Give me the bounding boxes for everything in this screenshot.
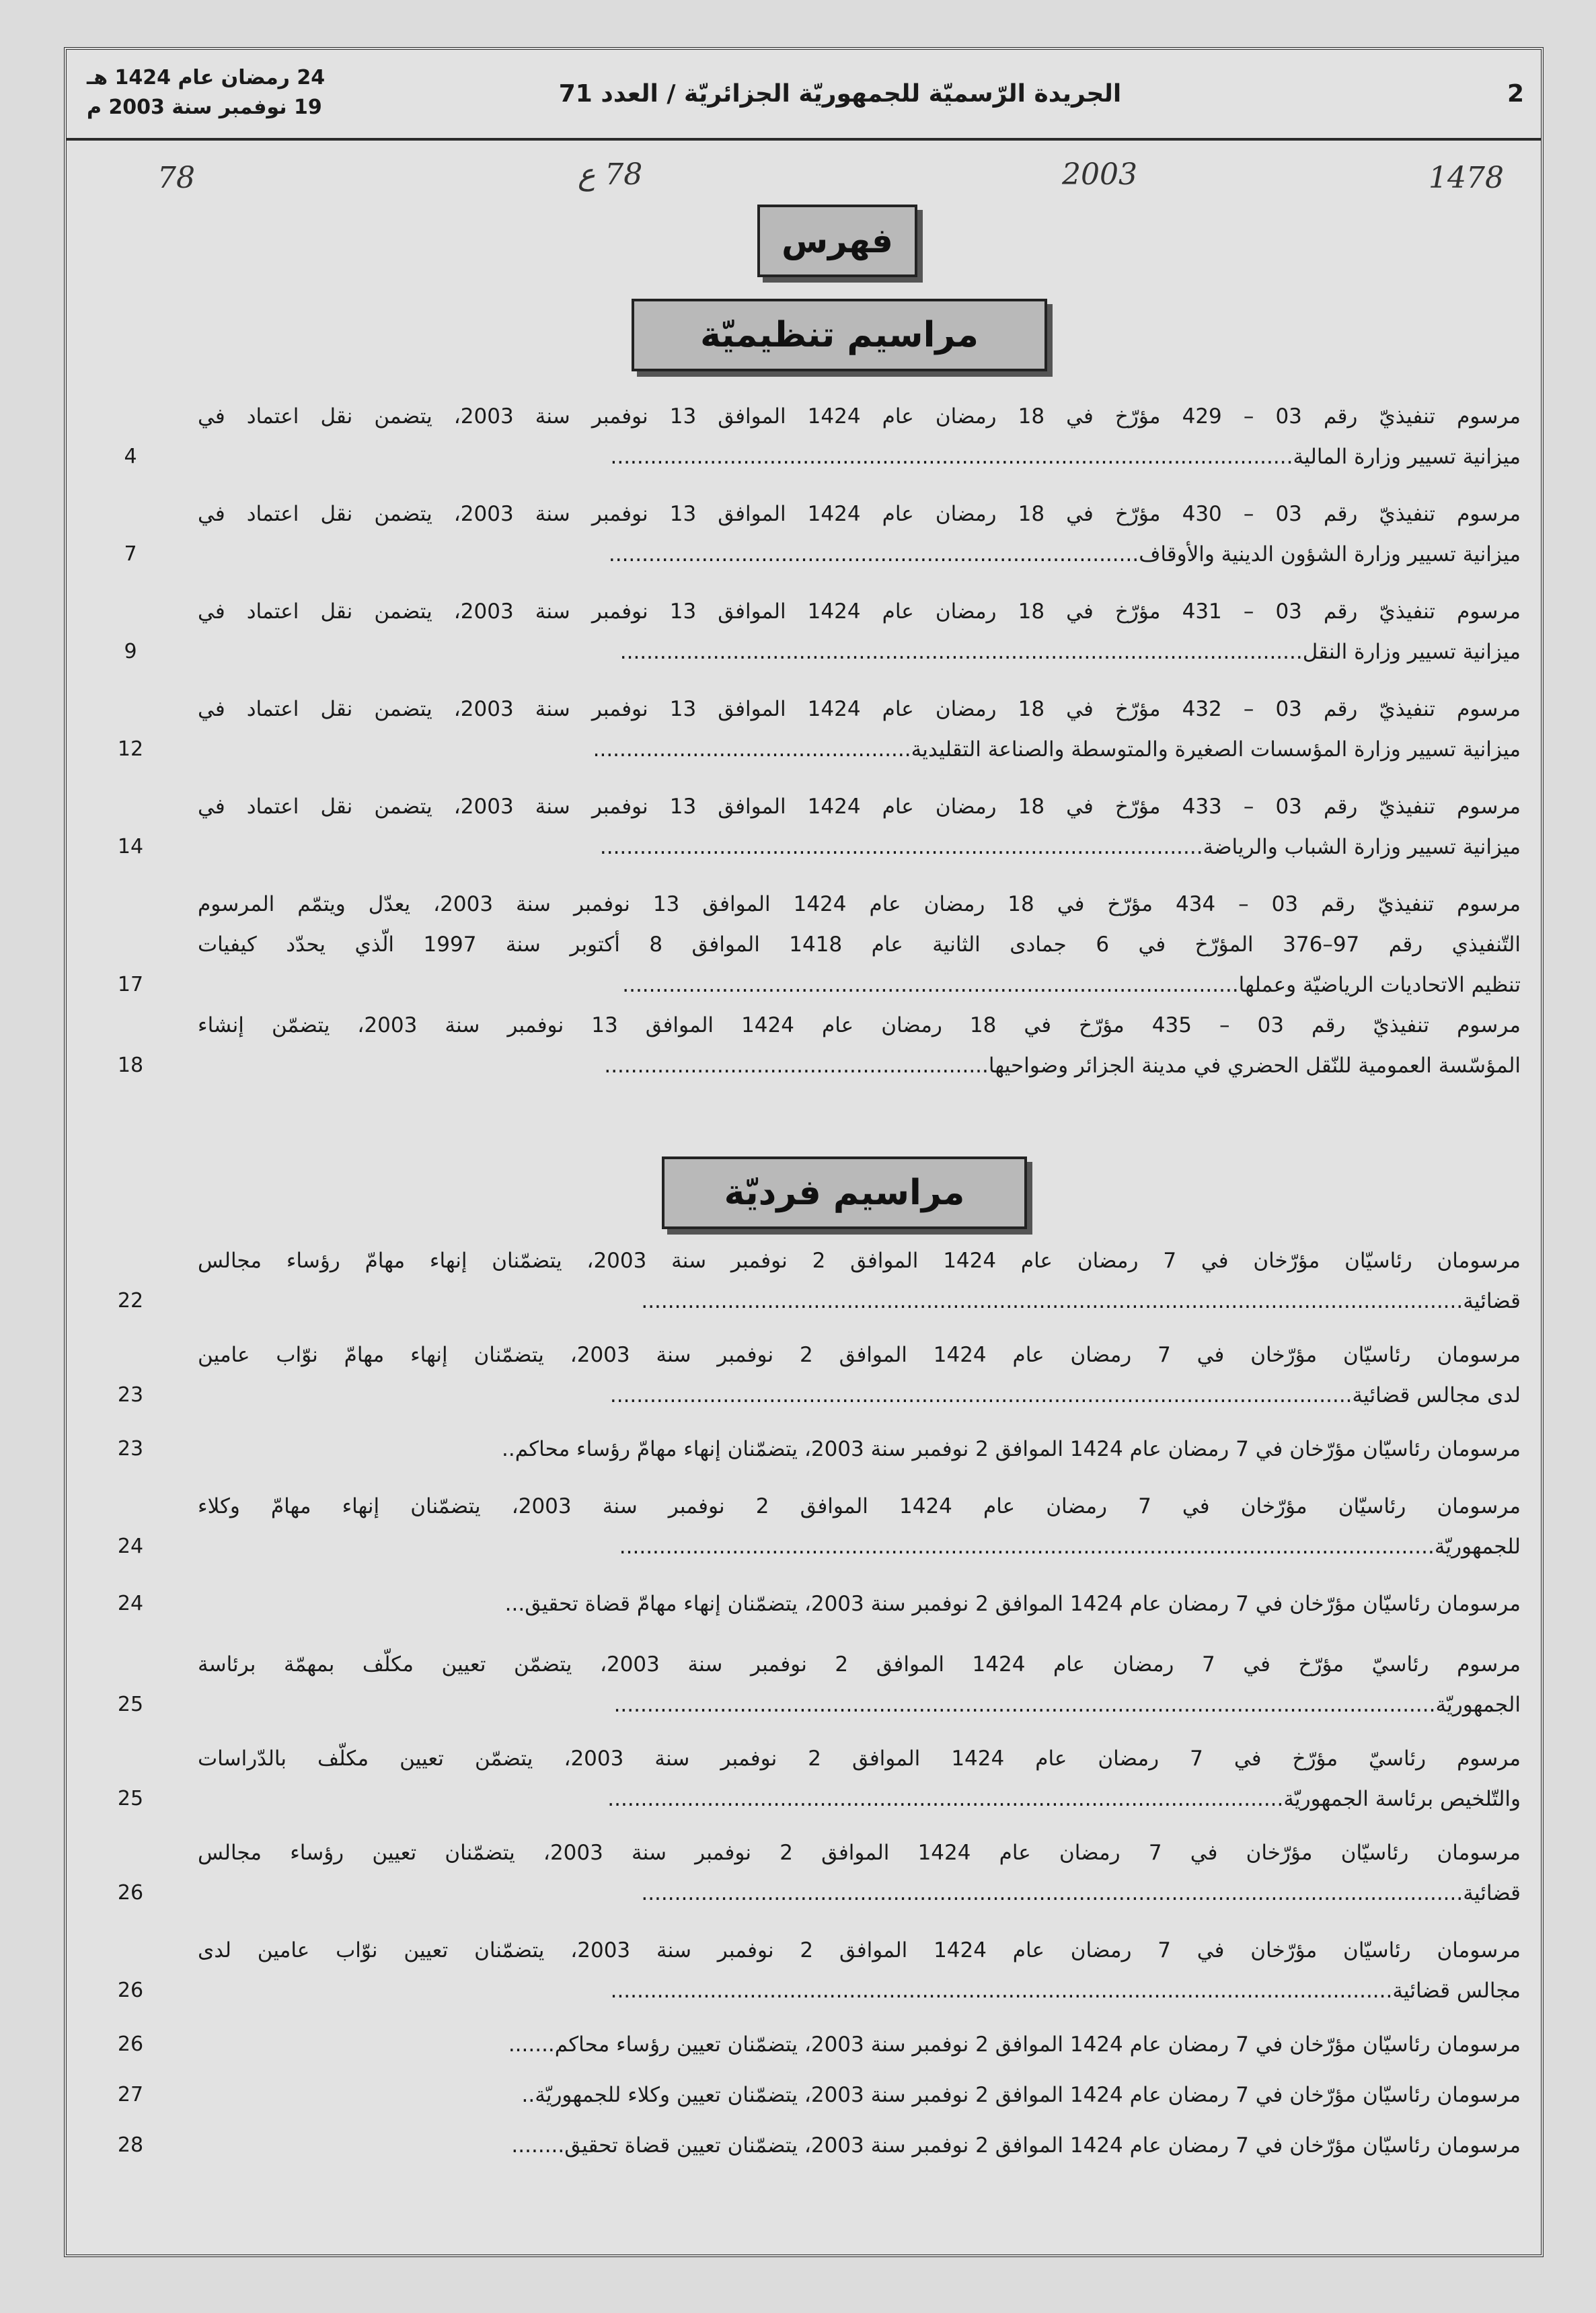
toc-entry[interactable]: [117, 1584, 1521, 1624]
toc-entry-line: مرسومان رئاسيّان مؤرّخان في 7 رمضان عام 1424 الموافق 2 نوفمبر سنة 2003، يتضمّنان تعيين قضاة تحقيق........: [511, 2133, 1521, 2158]
toc-entry[interactable]: [124, 494, 1521, 575]
toc-entry-line: للجمهوريّة...........................................................................................................................: [619, 1535, 1521, 1559]
toc-entry-page-number: 18: [117, 1054, 144, 1077]
toc-entry-line: مرسوم رئاسيّ مؤرّخ في 7 رمضان عام 1424 الموافق 2 نوفمبر سنة 2003، يتضمّن تعيين مكلّف بمهمّة برئاسة: [198, 1652, 1521, 1677]
toc-entry-page-number: 22: [117, 1289, 144, 1313]
toc-entry-page-number: 25: [117, 1787, 144, 1810]
toc-entry-line: مرسومان رئاسيّان مؤرّخان في 7 رمضان عام 1424 الموافق 2 نوفمبر سنة 2003، يتضمّنان إنهاء مهامّ رؤساء محاكم..: [502, 1437, 1521, 1461]
toc-entry-line: مرسومان رئاسيّان مؤرّخان في 7 رمضان عام 1424 الموافق 2 نوفمبر سنة 2003، يتضمّنان إنهاء مهامّ وكلاء: [198, 1494, 1521, 1518]
handwritten-note-2: 2003: [1062, 157, 1137, 192]
toc-entry[interactable]: [124, 396, 1521, 477]
toc-entry-page-number: 7: [124, 542, 137, 566]
section-title-individual-decrees: مراسيم فرديّة: [662, 1156, 1027, 1229]
toc-entry-page-number: 28: [117, 2133, 144, 2157]
toc-entry-line: مرسومان رئاسيّان مؤرّخان في 7 رمضان عام 1424 الموافق 2 نوفمبر سنة 2003، يتضمّنان تعيين رؤساء محاكم.......: [508, 2032, 1521, 2057]
toc-entry-line: مرسوم تنفيذيّ رقم 03 – 432 مؤرّخ في 18 رمضان عام 1424 الموافق 13 نوفمبر سنة 2003، يتضمن نقل اعتماد في: [198, 697, 1521, 721]
toc-entry-line: ميزانية تسيير وزارة النقل.......................................................................................................: [619, 640, 1521, 664]
toc-entry-line: مرسومان رئاسيّان مؤرّخان في 7 رمضان عام 1424 الموافق 2 نوفمبر سنة 2003، يتضمّنان تعيين رؤساء مجالس: [198, 1841, 1521, 1865]
toc-entry[interactable]: [117, 1335, 1521, 1416]
toc-entry[interactable]: [117, 2125, 1521, 2166]
toc-entry-line: مرسوم تنفيذيّ رقم 03 – 435 مؤرّخ في 18 رمضان عام 1424 الموافق 13 نوفمبر سنة 2003، يتضمّن إنشاء: [198, 1013, 1521, 1037]
handwritten-note-3: 78 ع: [578, 157, 643, 192]
toc-entry[interactable]: [117, 1738, 1521, 1819]
toc-entry-line: مجالس قضائية......................................................................................................................: [610, 1979, 1521, 2003]
toc-entry[interactable]: [117, 1644, 1521, 1725]
toc-entry-page-number: 23: [117, 1437, 144, 1461]
toc-entry-line: مرسومان رئاسيّان مؤرّخان في 7 رمضان عام 1424 الموافق 2 نوفمبر سنة 2003، يتضمّنان إنهاء مهامّ قضاة تحقيق...: [504, 1592, 1521, 1616]
journal-title: الجريدة الرّسميّة للجمهوريّة الجزائريّة / العدد 71: [558, 80, 1122, 108]
toc-entry-line: تنظيم الاتحاديات الرياضيّة وعملها.............................................................................................: [622, 973, 1521, 997]
toc-entry-line: مرسوم تنفيذيّ رقم 03 – 430 مؤرّخ في 18 رمضان عام 1424 الموافق 13 نوفمبر سنة 2003، يتضمن نقل اعتماد في: [198, 502, 1521, 526]
toc-entry[interactable]: [117, 1930, 1521, 2011]
toc-entry-line: مرسومان رئاسيّان مؤرّخان في 7 رمضان عام 1424 الموافق 2 نوفمبر سنة 2003، يتضمّنان تعيين وكلاء للجمهوريّة..: [521, 2083, 1521, 2107]
handwritten-note-1: 1478: [1429, 161, 1504, 195]
toc-entry[interactable]: [117, 1833, 1521, 1913]
toc-entry-line: التّنفيذي رقم 97–376 المؤرّخ في 6 جمادى الثانية عام 1418 الموافق 8 أكتوبر سنة 1997 الّذي يحدّد كيفيات: [198, 932, 1521, 957]
toc-entry-line: المؤسّسة العمومية للنّقل الحضري في مدينة الجزائر وضواحيها..........................................................: [604, 1054, 1521, 1078]
toc-entry-page-number: 24: [117, 1535, 144, 1558]
hijri-date: 24 رمضان عام 1424 هـ: [87, 66, 326, 89]
gazette-page: [64, 47, 1544, 2257]
toc-entry-page-number: 9: [124, 640, 137, 663]
toc-entry-page-number: 26: [117, 1979, 144, 2002]
page-header: [67, 50, 1541, 141]
toc-entry-page-number: 12: [117, 737, 144, 761]
toc-entry-line: مرسومان رئاسيّان مؤرّخان في 7 رمضان عام 1424 الموافق 2 نوفمبر سنة 2003، يتضمّنان تعيين نوّاب عامين لدى: [198, 1938, 1521, 1962]
toc-entry[interactable]: [117, 2024, 1521, 2065]
toc-entry-line: الجمهوريّة............................................................................................................................: [613, 1693, 1521, 1717]
toc-entry-line: مرسوم تنفيذيّ رقم 03 – 433 مؤرّخ في 18 رمضان عام 1424 الموافق 13 نوفمبر سنة 2003، يتضمن نقل اعتماد في: [198, 795, 1521, 819]
toc-entry-line: قضائية............................................................................................................................: [641, 1289, 1521, 1313]
toc-entry-line: ميزانية تسيير وزارة المالية.......................................................................................................: [610, 445, 1521, 469]
toc-entry-line: مرسوم تنفيذيّ رقم 03 – 434 مؤرّخ في 18 رمضان عام 1424 الموافق 13 نوفمبر سنة 2003، يعدّل ويتمّم المرسوم: [198, 892, 1521, 916]
toc-entry-page-number: 17: [117, 973, 144, 996]
toc-entry-line: مرسوم تنفيذيّ رقم 03 – 431 مؤرّخ في 18 رمضان عام 1424 الموافق 13 نوفمبر سنة 2003، يتضمن نقل اعتماد في: [198, 599, 1521, 624]
toc-entry[interactable]: [117, 1241, 1521, 1321]
toc-entry-page-number: 27: [117, 2083, 144, 2106]
toc-entry[interactable]: [117, 689, 1521, 770]
page-number: 2: [1507, 80, 1524, 108]
toc-entry[interactable]: [124, 591, 1521, 672]
toc-entry-line: ميزانية تسيير وزارة الشؤون الدينية والأوقاف................................................................................: [608, 542, 1521, 566]
toc-entry-line: ميزانية تسيير وزارة المؤسسات الصغيرة والمتوسطة والصناعة التقليدية................................................: [593, 737, 1521, 762]
toc-entry[interactable]: [117, 884, 1521, 1005]
toc-entry-line: مرسوم رئاسيّ مؤرّخ في 7 رمضان عام 1424 الموافق 2 نوفمبر سنة 2003، يتضمّن تعيين مكلّف بالدّراسات: [198, 1747, 1521, 1771]
toc-entry-page-number: 25: [117, 1693, 144, 1716]
handwritten-note-4: 78: [157, 161, 195, 195]
toc-entry[interactable]: [117, 786, 1521, 867]
toc-entry-page-number: 23: [117, 1383, 144, 1407]
toc-entry-page-number: 14: [117, 835, 144, 858]
toc-entry-page-number: 24: [117, 1592, 144, 1615]
toc-entry-page-number: 26: [117, 1881, 144, 1905]
toc-entry[interactable]: [117, 1429, 1521, 1469]
toc-entry[interactable]: [117, 1005, 1521, 1086]
toc-entry[interactable]: [117, 2075, 1521, 2115]
toc-entry-line: مرسومان رئاسيّان مؤرّخان في 7 رمضان عام 1424 الموافق 2 نوفمبر سنة 2003، يتضمّنان إنهاء مهامّ نوّاب عامين: [198, 1343, 1521, 1367]
toc-entry[interactable]: [117, 1486, 1521, 1567]
toc-entry-line: قضائية............................................................................................................................: [641, 1881, 1521, 1905]
toc-title: فهرس: [757, 205, 917, 277]
section-title-regulatory-decrees: مراسيم تنظيميّة: [632, 299, 1047, 371]
toc-entry-line: مرسومان رئاسيّان مؤرّخان في 7 رمضان عام 1424 الموافق 2 نوفمبر سنة 2003، يتضمّنان إنهاء مهامّ رؤساء مجالس: [198, 1249, 1521, 1273]
toc-entry-line: مرسوم تنفيذيّ رقم 03 – 429 مؤرّخ في 18 رمضان عام 1424 الموافق 13 نوفمبر سنة 2003، يتضمن نقل اعتماد في: [198, 404, 1521, 429]
toc-entry-page-number: 26: [117, 2032, 144, 2056]
toc-entry-page-number: 4: [124, 445, 137, 468]
issue-dates: [87, 63, 325, 122]
toc-entry-line: ميزانية تسيير وزارة الشباب والرياضة...........................................................................................: [599, 835, 1521, 859]
toc-entry-line: لدى مجالس قضائية................................................................................................................: [609, 1383, 1521, 1407]
gregorian-date: 19 نوفمبر سنة 2003 م: [87, 96, 322, 119]
toc-entry-line: والتّلخيص برئاسة الجمهوريّة......................................................................................................: [607, 1787, 1521, 1811]
